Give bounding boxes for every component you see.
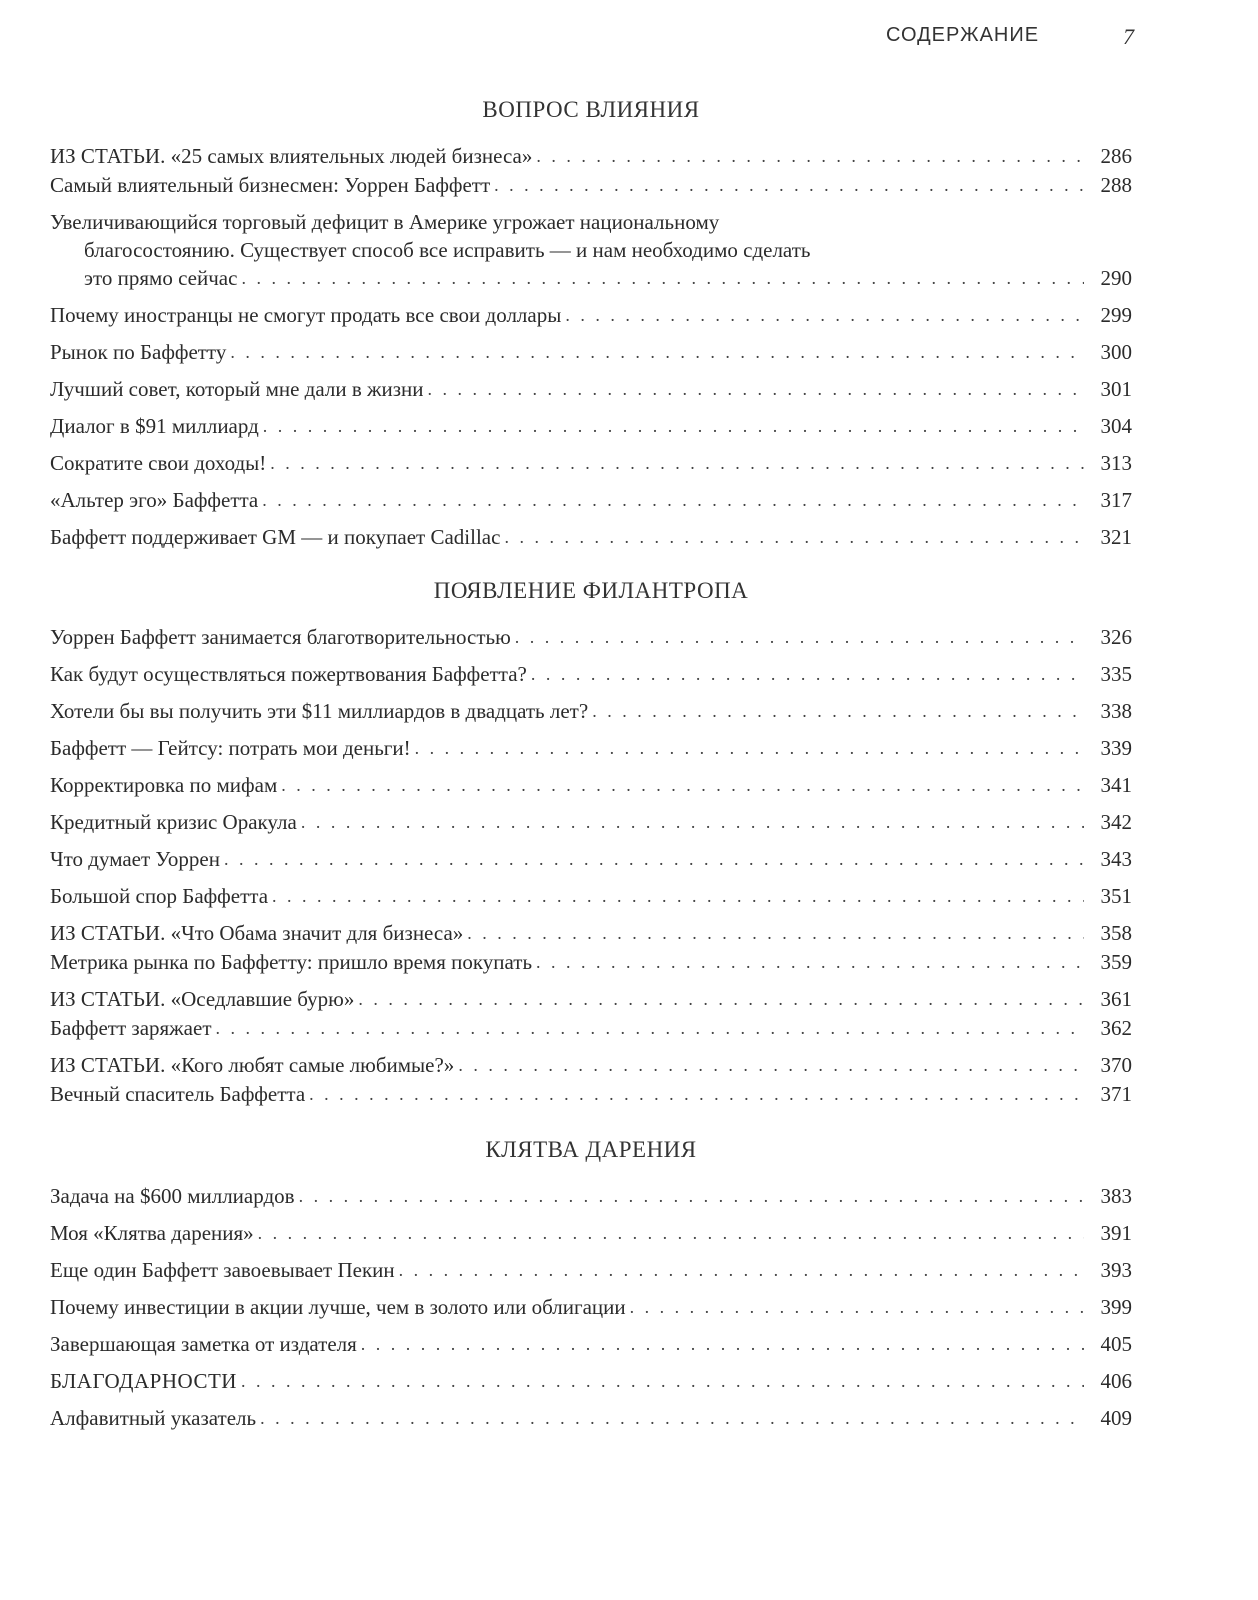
entry-title: ИЗ СТАТЬИ. «25 самых влиятельных людей бизнеса» <box>50 144 533 168</box>
dot-leader <box>301 808 1084 836</box>
dot-leader <box>262 486 1084 514</box>
entry-title: Большой спор Баффетта <box>50 884 269 908</box>
dot-leader <box>258 1219 1084 1247</box>
entry-page: 358 <box>1100 921 1132 945</box>
toc-entry <box>50 808 1132 836</box>
entry-title: Уоррен Баффетт занимается благотворительностью <box>50 625 511 649</box>
toc-entry <box>50 623 1132 651</box>
entry-title: Вечный спаситель Баффетта <box>50 1082 306 1106</box>
toc-entry <box>50 734 1132 762</box>
entry-page: 405 <box>1100 1332 1132 1356</box>
dot-leader <box>515 623 1084 651</box>
entry-title: ИЗ СТАТЬИ. «Кого любят самые любимые?» <box>50 1053 455 1077</box>
toc-entry <box>50 1014 1132 1042</box>
dot-leader <box>504 523 1084 551</box>
toc-entry <box>50 1219 1132 1247</box>
section-title: КЛЯТВА ДАРЕНИЯ <box>485 1137 697 1162</box>
toc-entry <box>50 985 1132 1013</box>
entry-page: 342 <box>1100 810 1132 834</box>
entry-page: 391 <box>1100 1221 1132 1245</box>
dot-leader <box>224 845 1084 873</box>
section-title: ВОПРОС ВЛИЯНИЯ <box>482 97 700 122</box>
entry-page: 313 <box>1100 451 1132 475</box>
dot-leader <box>270 449 1084 477</box>
toc-entry <box>50 486 1132 514</box>
toc-entry <box>50 301 1132 329</box>
toc-entry <box>50 1256 1132 1284</box>
dot-leader <box>309 1080 1084 1108</box>
toc-entry <box>50 449 1132 477</box>
entry-page: 321 <box>1100 525 1132 549</box>
toc-section <box>50 96 1132 551</box>
entry-page: 338 <box>1100 699 1132 723</box>
entry-page: 300 <box>1100 340 1132 364</box>
entry-page: 409 <box>1100 1406 1132 1430</box>
toc-entry <box>50 882 1132 910</box>
dot-leader <box>565 301 1084 329</box>
dot-leader <box>536 142 1084 170</box>
toc-entry <box>50 412 1132 440</box>
entry-title: Диалог в $91 миллиард <box>50 414 259 438</box>
dot-leader <box>260 1404 1084 1432</box>
dot-leader <box>630 1293 1084 1321</box>
entry-title: Баффетт заряжает <box>50 1016 212 1040</box>
entry-page: 317 <box>1100 488 1132 512</box>
entry-title-line: это прямо сейчас <box>84 266 238 290</box>
entry-title-line: Увеличивающийся торговый дефицит в Америке угрожает национальному <box>50 210 720 234</box>
dot-leader <box>241 264 1084 292</box>
entry-title: Рынок по Баффетту <box>50 340 227 364</box>
entry-title: Алфавитный указатель <box>50 1406 257 1430</box>
entry-page: 301 <box>1100 377 1132 401</box>
entry-page: 304 <box>1100 414 1132 438</box>
entry-page: 370 <box>1100 1053 1132 1077</box>
page-number: 7 <box>1123 24 1134 49</box>
entry-page: 361 <box>1100 987 1132 1011</box>
table-of-contents <box>50 96 1132 1432</box>
entry-title: Моя «Клятва дарения» <box>50 1221 254 1245</box>
dot-leader <box>241 1367 1084 1395</box>
entry-page: 393 <box>1100 1258 1132 1282</box>
toc-entry <box>50 171 1132 199</box>
entry-title: Корректировка по мифам <box>50 773 278 797</box>
entry-title: Хотели бы вы получить эти $11 миллиардов в двадцать лет? <box>50 699 589 723</box>
entry-title: Завершающая заметка от издателя <box>50 1332 357 1356</box>
entry-page: 290 <box>1100 266 1132 290</box>
toc-entry <box>50 1404 1132 1432</box>
entry-page: 383 <box>1100 1184 1132 1208</box>
toc-entry <box>50 919 1132 947</box>
dot-leader <box>428 375 1084 403</box>
entry-title: «Альтер эго» Баффетта <box>50 488 259 512</box>
entry-title: Задача на $600 миллиардов <box>50 1184 295 1208</box>
toc-entry <box>50 948 1132 976</box>
entry-page: 359 <box>1100 950 1132 974</box>
entry-title: Как будут осуществляться пожертвования Баффетта? <box>50 662 527 686</box>
dot-leader <box>272 882 1084 910</box>
toc-entry <box>50 697 1132 725</box>
entry-page: 288 <box>1100 173 1132 197</box>
entry-page: 341 <box>1100 773 1132 797</box>
toc-entry <box>50 142 1132 170</box>
dot-leader <box>281 771 1084 799</box>
entry-page: 399 <box>1100 1295 1132 1319</box>
toc-section <box>50 577 1132 1108</box>
entry-title: Почему инвестиции в акции лучше, чем в золото или облигации <box>50 1295 626 1319</box>
dot-leader <box>494 171 1084 199</box>
toc-entry <box>50 208 1132 292</box>
toc-entry <box>50 771 1132 799</box>
entry-title: Сократите свои доходы! <box>50 451 267 475</box>
entry-page: 343 <box>1100 847 1132 871</box>
dot-leader <box>399 1256 1084 1284</box>
toc-entry <box>50 338 1132 366</box>
entry-title: Еще один Баффетт завоевывает Пекин <box>50 1258 395 1282</box>
dot-leader <box>358 985 1084 1013</box>
entry-page: 339 <box>1100 736 1132 760</box>
toc-section <box>50 1136 1132 1432</box>
toc-entry <box>50 1080 1132 1108</box>
entry-page: 326 <box>1100 625 1132 649</box>
entry-title: Кредитный кризис Оракула <box>50 810 297 834</box>
dot-leader <box>299 1182 1084 1210</box>
entry-page: 406 <box>1100 1369 1132 1393</box>
toc-entry <box>50 1051 1132 1079</box>
entry-page: 299 <box>1100 303 1132 327</box>
dot-leader <box>536 948 1084 976</box>
entry-page: 286 <box>1100 144 1132 168</box>
entry-title: БЛАГОДАРНОСТИ <box>50 1369 237 1393</box>
running-header <box>880 24 1140 56</box>
toc-entry <box>50 845 1132 873</box>
entry-page: 371 <box>1100 1082 1132 1106</box>
toc-entry <box>50 660 1132 688</box>
toc-entry <box>50 1330 1132 1358</box>
entry-title: Почему иностранцы не смогут продать все свои доллары <box>50 303 562 327</box>
dot-leader <box>361 1330 1084 1358</box>
dot-leader <box>263 412 1084 440</box>
entry-title: Баффетт поддерживает GM — и покупает Cadillac <box>50 525 501 549</box>
entry-title: Самый влиятельный бизнесмен: Уоррен Баффетт <box>50 173 491 197</box>
dot-leader <box>216 1014 1085 1042</box>
entry-title-line: благосостоянию. Существует способ все исправить — и нам необходимо сделать <box>84 238 811 262</box>
running-title: СОДЕРЖАНИЕ <box>886 24 1040 46</box>
dot-leader <box>230 338 1084 366</box>
entry-page: 362 <box>1100 1016 1132 1040</box>
dot-leader <box>458 1051 1084 1079</box>
dot-leader <box>467 919 1084 947</box>
dot-leader <box>531 660 1084 688</box>
entry-title: Метрика рынка по Баффетту: пришло время покупать <box>50 950 533 974</box>
dot-leader <box>592 697 1084 725</box>
toc-entry <box>50 1367 1132 1395</box>
entry-title: Что думает Уоррен <box>50 847 220 871</box>
entry-title: Лучший совет, который мне дали в жизни <box>50 377 424 401</box>
toc-entry <box>50 1293 1132 1321</box>
entry-page: 335 <box>1100 662 1132 686</box>
section-title: ПОЯВЛЕНИЕ ФИЛАНТРОПА <box>433 578 749 603</box>
toc-entry <box>50 523 1132 551</box>
toc-entry <box>50 375 1132 403</box>
entry-page: 351 <box>1100 884 1132 908</box>
entry-title: ИЗ СТАТЬИ. «Что Обама значит для бизнеса» <box>50 921 464 945</box>
entry-title: Баффетт — Гейтсу: потрать мои деньги! <box>50 736 411 760</box>
dot-leader <box>415 734 1084 762</box>
entry-title: ИЗ СТАТЬИ. «Оседлавшие бурю» <box>50 987 355 1011</box>
toc-entry <box>50 1182 1132 1210</box>
